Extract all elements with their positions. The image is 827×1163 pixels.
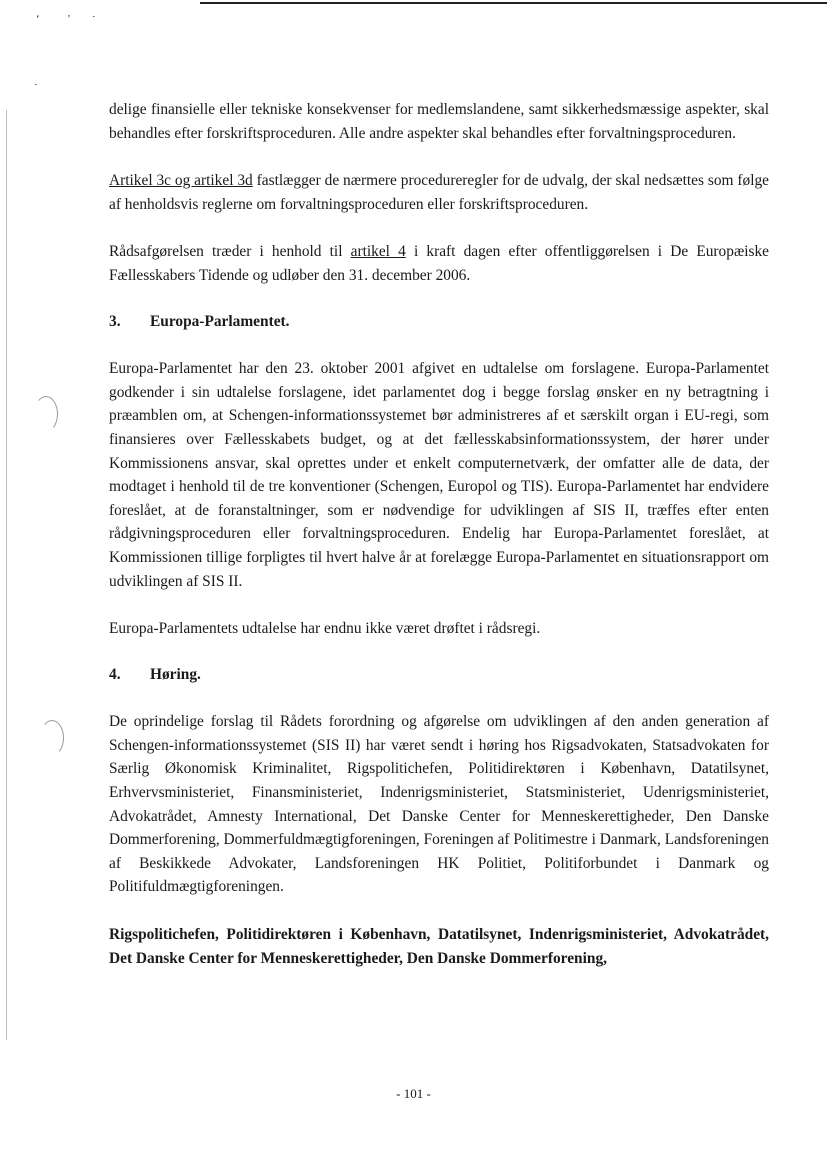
section-number: 4. <box>109 665 121 683</box>
scan-speck: · <box>34 79 38 91</box>
section-heading-4 <box>109 663 769 687</box>
scan-speck: ‘ <box>36 13 40 25</box>
paragraph-parliament-status: Europa-Parlamentets udtalelse har endnu ikke været drøftet i rådsregi. <box>109 620 541 638</box>
paragraph-consultation: De oprindelige forslag til Rådets forordning og afgørelse om udviklingen af den anden generation af Schengen-informationssystemet (SIS II) har været sendt i høring hos Rigsadvokaten, Statsadvokaten for Særlig Økonomisk Kriminalitet, Rigspolitichefen, Politidirektøren i København, Datatilsynet, Erhvervsministeriet, Finansministeriet, Indenrigsministeriet, Statsministeriet, Udenrigsministeriet, Advokatrådet, Amnesty International, Det Danske Center for Menneskerettigheder, Den Danske Dommerforening, Dommerfuldmægtigforeningen, Foreningen af Politimestre i Danmark, Landsforeningen af Beskikkede Advokater, Landsforeningen HK Politiet, Politiforbundet i Danmark og Politifuldmægtigforeningen. <box>109 713 769 896</box>
paragraph-parliament-opinion: Europa-Parlamentet har den 23. oktober 2001 afgivet en udtalelse om forslagene. Europa-Parlamentet godkender i sin udtalelse forslagene, idet parlamentet dog i begge forslag ønsker en ny betragtning i præamblen om, at Schengen-informationssystemet bør administreres af et særskilt organ i EU-regi, som finansieres over Fællesskabets budget, og at det fællesskabsinformationssystem, der hører under Kommissionens ansvar, skal oprettes under et enkelt computernetværk, der omfatter alle de data, der modtaget i henhold til de tre konventioner (Schengen, Europol og TIS). Europa-Parlamentet har endvidere foreslået, at de foranstaltninger, som er nødvendige for udviklingen af SIS II, træffes efter enten rådgivningsproceduren eller forvaltningsproceduren. Endelig har Europa-Parlamentet foreslået, at Kommissionen tillige forpligtes til hvert halve år at forelægge Europa-Parlamentet en situationsrapport om udviklingen af SIS II. <box>109 360 769 590</box>
scan-left-edge-line <box>6 110 7 1040</box>
section-heading-3 <box>109 310 769 334</box>
paragraph-entry-text-a: Rådsafgørelsen træder i henhold til <box>109 243 351 261</box>
paragraph-entry-text-b: i kraft dagen efter offentliggørelsen i De Europæiske Fællesskabers Tidende og udløber den 31. december 2006. <box>109 243 770 284</box>
paragraph-articles-text: fastlægger de nærmere procedureregler for de udvalg, der skal nedsættes som følge af henholdsvis reglerne om forvaltningsproceduren eller forskriftsproceduren. <box>109 172 770 213</box>
scan-speck: ' <box>68 13 70 25</box>
link-artikel-3c[interactable]: Artikel 3c <box>109 172 172 190</box>
link-og: og <box>171 172 195 190</box>
paragraph-procedure-aspects: delige finansielle eller tekniske konsekvenser for medlemslandene, samt sikkerhedsmæssige aspekter, skal behandles efter forskriftsproceduren. Alle andre aspekter skal behandles efter forvaltningsproceduren. <box>109 101 769 142</box>
punch-hole-mark <box>34 396 58 432</box>
section-number: 3. <box>109 312 121 330</box>
link-artikel-4[interactable]: artikel 4 <box>350 243 406 261</box>
scan-speck: · <box>92 11 96 23</box>
paragraph-consultation-respondents: Rigspolitichefen, Politidirektøren i København, Datatilsynet, Indenrigsministeriet, Advokatrådet, Det Danske Center for Menneskerettigheder, Den Danske Dommerforening, <box>109 926 769 967</box>
section-title: Høring. <box>150 665 201 683</box>
paragraph-articles <box>109 169 769 216</box>
link-artikel-3d[interactable]: artikel 3d <box>194 172 253 190</box>
punch-hole-mark <box>40 720 64 756</box>
scan-top-edge-line <box>200 2 827 4</box>
page-number: - 101 - <box>396 1086 431 1101</box>
section-title: Europa-Parlamentet. <box>150 312 290 330</box>
document-body <box>109 98 769 970</box>
paragraph-entry-into-force <box>109 240 769 287</box>
